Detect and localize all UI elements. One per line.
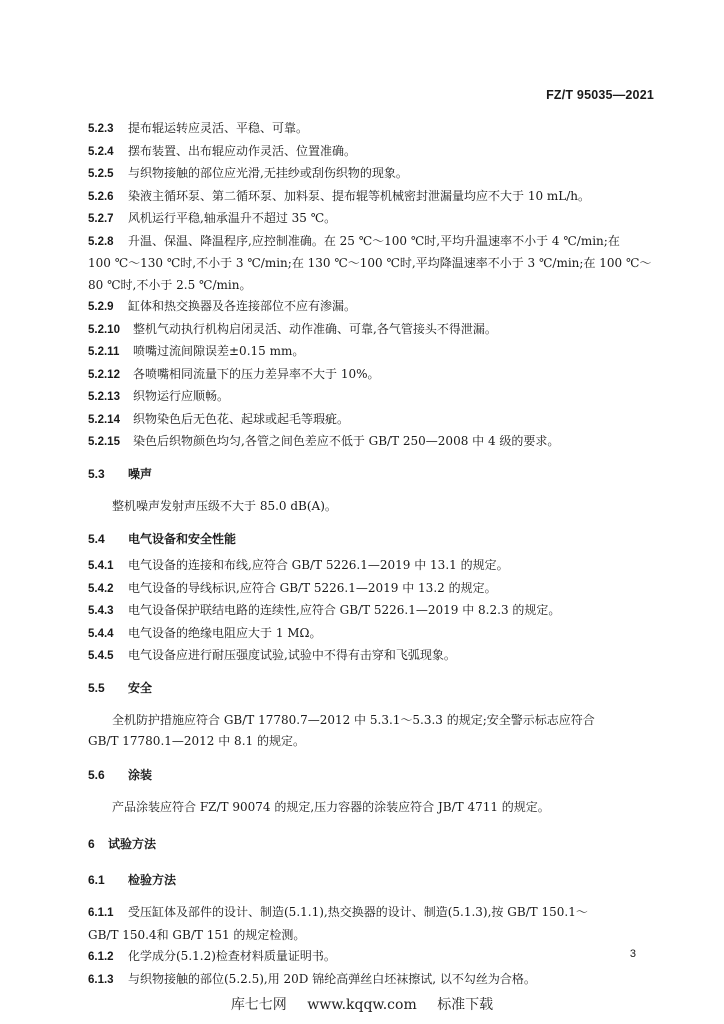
footer-url: www.kqqw.com (307, 997, 417, 1013)
clause-5-2-3 (88, 118, 658, 141)
clause-6-1-3 (88, 969, 658, 992)
section-6-1-heading (88, 870, 658, 890)
section-5-6-text: 产品涂装应符合 FZ/T 90074 的规定,压力容器的涂装应符合 JB/T 4711 的规定。 (112, 799, 550, 814)
clause-text: 缸体和热交换器及各连接部位不应有渗漏。 (128, 299, 357, 313)
clause-text: 染液主循环泵、第二循环泵、加料泵、提布辊等机械密封泄漏量均应不大于 10 mL/h。 (128, 188, 591, 203)
clause-6-1-1-line-2: GB/T 150.4和 GB/T 151 的规定检测。 (88, 927, 306, 942)
clause-number: 5.2.11 (88, 346, 120, 358)
clause-text: 织物运行应顺畅。 (133, 389, 230, 403)
clause-6-1-1 (88, 902, 658, 925)
section-5-3-heading (88, 464, 658, 484)
clause-5-2-15 (88, 431, 658, 454)
clause-number: 5.2.14 (88, 413, 120, 426)
section-5-6-heading (88, 765, 658, 785)
clause-number: 5.2.4 (88, 145, 114, 158)
clause-text: 化学成分(5.1.2)检查材料质量证明书。 (128, 949, 336, 963)
page-number: 3 (629, 948, 636, 960)
clause-number: 6.1.1 (88, 907, 114, 919)
clause-number: 5.2.15 (88, 436, 120, 448)
clause-text: 电气设备的连接和布线,应符合 GB/T 5226.1—2019 中 13.1 的规定。 (128, 558, 509, 572)
section-number: 6.1 (88, 873, 105, 887)
clause-number: 5.2.13 (88, 391, 120, 403)
section-5-5-text-line-2: GB/T 17780.1—2012 中 8.1 的规定。 (88, 734, 305, 748)
clause-5-2-6 (88, 186, 658, 209)
clause-5-4-3 (88, 600, 658, 623)
clause-text-line-1: 升温、保温、降温程序,应控制准确。在 25 ℃～100 ℃时,平均升温速率不小于 4 ℃/min;在 (128, 233, 620, 248)
clause-5-4-5 (88, 645, 658, 668)
clause-number: 5.4.5 (88, 650, 114, 662)
clause-5-2-13 (88, 386, 658, 409)
section-5-4-heading (88, 529, 658, 549)
standard-number-header: FZ/T 95035—2021 (546, 88, 654, 102)
clause-number: 5.4.2 (88, 582, 114, 595)
clause-text: 风机运行平稳,轴承温升不超过 35 ℃。 (128, 211, 337, 225)
clause-text: 喷嘴过流间隙误差±0.15 mm。 (133, 344, 305, 358)
chapter-number: 6 (88, 837, 95, 851)
section-number: 5.3 (88, 466, 105, 481)
clause-5-2-10 (88, 319, 658, 342)
clause-list-5-4 (88, 555, 658, 668)
clause-5-4-1 (88, 555, 658, 578)
download-footer (0, 994, 724, 1014)
clause-text-line-1: 受压缸体及部件的设计、制造(5.1.1),热交换器的设计、制造(5.1.3),按 GB/T 150.1～ (128, 905, 588, 919)
clause-text: 染色后织物颜色均匀,各管之间色差应不低于 GB/T 250—2008 中 4 级的要求。 (133, 434, 560, 448)
clause-list-5-2-b (88, 296, 658, 454)
clause-number: 5.2.3 (88, 123, 114, 135)
clause-list-5-2-a (88, 118, 658, 231)
clause-number: 5.2.6 (88, 190, 114, 203)
section-5-3-text: 整机噪声发射声压级不大于 85.0 dB(A)。 (112, 498, 337, 513)
chapter-title: 试验方法 (108, 837, 157, 851)
section-5-5-heading (88, 678, 658, 698)
clause-text: 电气设备的绝缘电阻应大于 1 MΩ。 (128, 625, 322, 640)
clause-number: 5.2.7 (88, 213, 114, 225)
clause-5-2-14 (88, 409, 658, 432)
clause-5-2-11 (88, 341, 658, 364)
section-5-5-text-line-1: 全机防护措施应符合 GB/T 17780.7—2012 中 5.3.1～5.3.3 的规定;安全警示标志应符合 (112, 712, 595, 727)
clause-text: 电气设备应进行耐压强度试验,试验中不得有击穿和飞弧现象。 (128, 648, 456, 662)
clause-text: 织物染色后无色花、起球或起毛等瑕疵。 (133, 411, 350, 426)
chapter-6-heading (88, 834, 658, 854)
clause-text: 与织物接触的部位(5.2.5),用 20D 锦纶高弹丝白坯袜擦试, 以不勾丝为合格。 (128, 971, 536, 986)
clause-text: 摆布装置、出布辊应动作灵活、位置准确。 (128, 143, 357, 158)
clause-number: 5.2.8 (88, 235, 114, 248)
clause-text: 与织物接触的部位应光滑,无挂纱或刮伤织物的现象。 (128, 166, 408, 180)
clause-number: 5.4.3 (88, 605, 114, 617)
clause-text: 电气设备的导线标识,应符合 GB/T 5226.1—2019 中 13.2 的规定。 (128, 580, 497, 595)
section-number: 5.6 (88, 767, 105, 782)
clause-5-2-9 (88, 296, 658, 319)
clause-number: 5.2.9 (88, 301, 114, 313)
clause-5-2-8-line-3: 80 ℃时,不小于 2.5 ℃/min。 (88, 277, 252, 292)
clause-5-4-4 (88, 623, 658, 646)
footer-tag: 标准下载 (437, 997, 494, 1013)
clause-text: 电气设备保护联结电路的连续性,应符合 GB/T 5226.1—2019 中 8.2.3 的规定。 (128, 603, 561, 617)
section-number: 5.5 (88, 680, 105, 695)
clause-5-2-7 (88, 208, 658, 231)
clause-5-2-8-line-2: 100 ℃～130 ℃时,不小于 3 ℃/min;在 130 ℃～100 ℃时,平均降温速率不小于 3 ℃/min;在 100 ℃～ (88, 256, 652, 270)
section-title: 检验方法 (128, 873, 177, 887)
clause-5-2-5 (88, 163, 658, 186)
section-number: 5.4 (88, 532, 105, 546)
clause-5-2-8 (88, 231, 658, 254)
section-title: 涂装 (128, 767, 153, 782)
section-title: 噪声 (128, 466, 153, 481)
clause-text: 整机气动执行机构启闭灵活、动作准确、可靠,各气管接头不得泄漏。 (133, 321, 497, 336)
document-body (88, 118, 658, 991)
clause-list-6-1 (88, 946, 658, 991)
section-title: 安全 (128, 680, 153, 695)
clause-number: 5.4.1 (88, 560, 114, 572)
clause-number: 6.1.3 (88, 973, 114, 986)
clause-text: 各喷嘴相同流量下的压力差异率不大于 10%。 (133, 366, 380, 381)
clause-number: 5.2.12 (88, 368, 120, 381)
clause-text: 提布辊运转应灵活、平稳、可靠。 (128, 121, 309, 135)
clause-number: 6.1.2 (88, 951, 114, 963)
section-title: 电气设备和安全性能 (128, 532, 237, 546)
clause-5-4-2 (88, 578, 658, 601)
clause-number: 5.2.5 (88, 168, 114, 180)
clause-number: 5.4.4 (88, 627, 114, 640)
clause-5-2-4 (88, 141, 658, 164)
clause-5-2-12 (88, 364, 658, 387)
clause-6-1-2 (88, 946, 658, 969)
clause-number: 5.2.10 (88, 323, 120, 336)
footer-site-name: 库七七网 (230, 997, 287, 1013)
